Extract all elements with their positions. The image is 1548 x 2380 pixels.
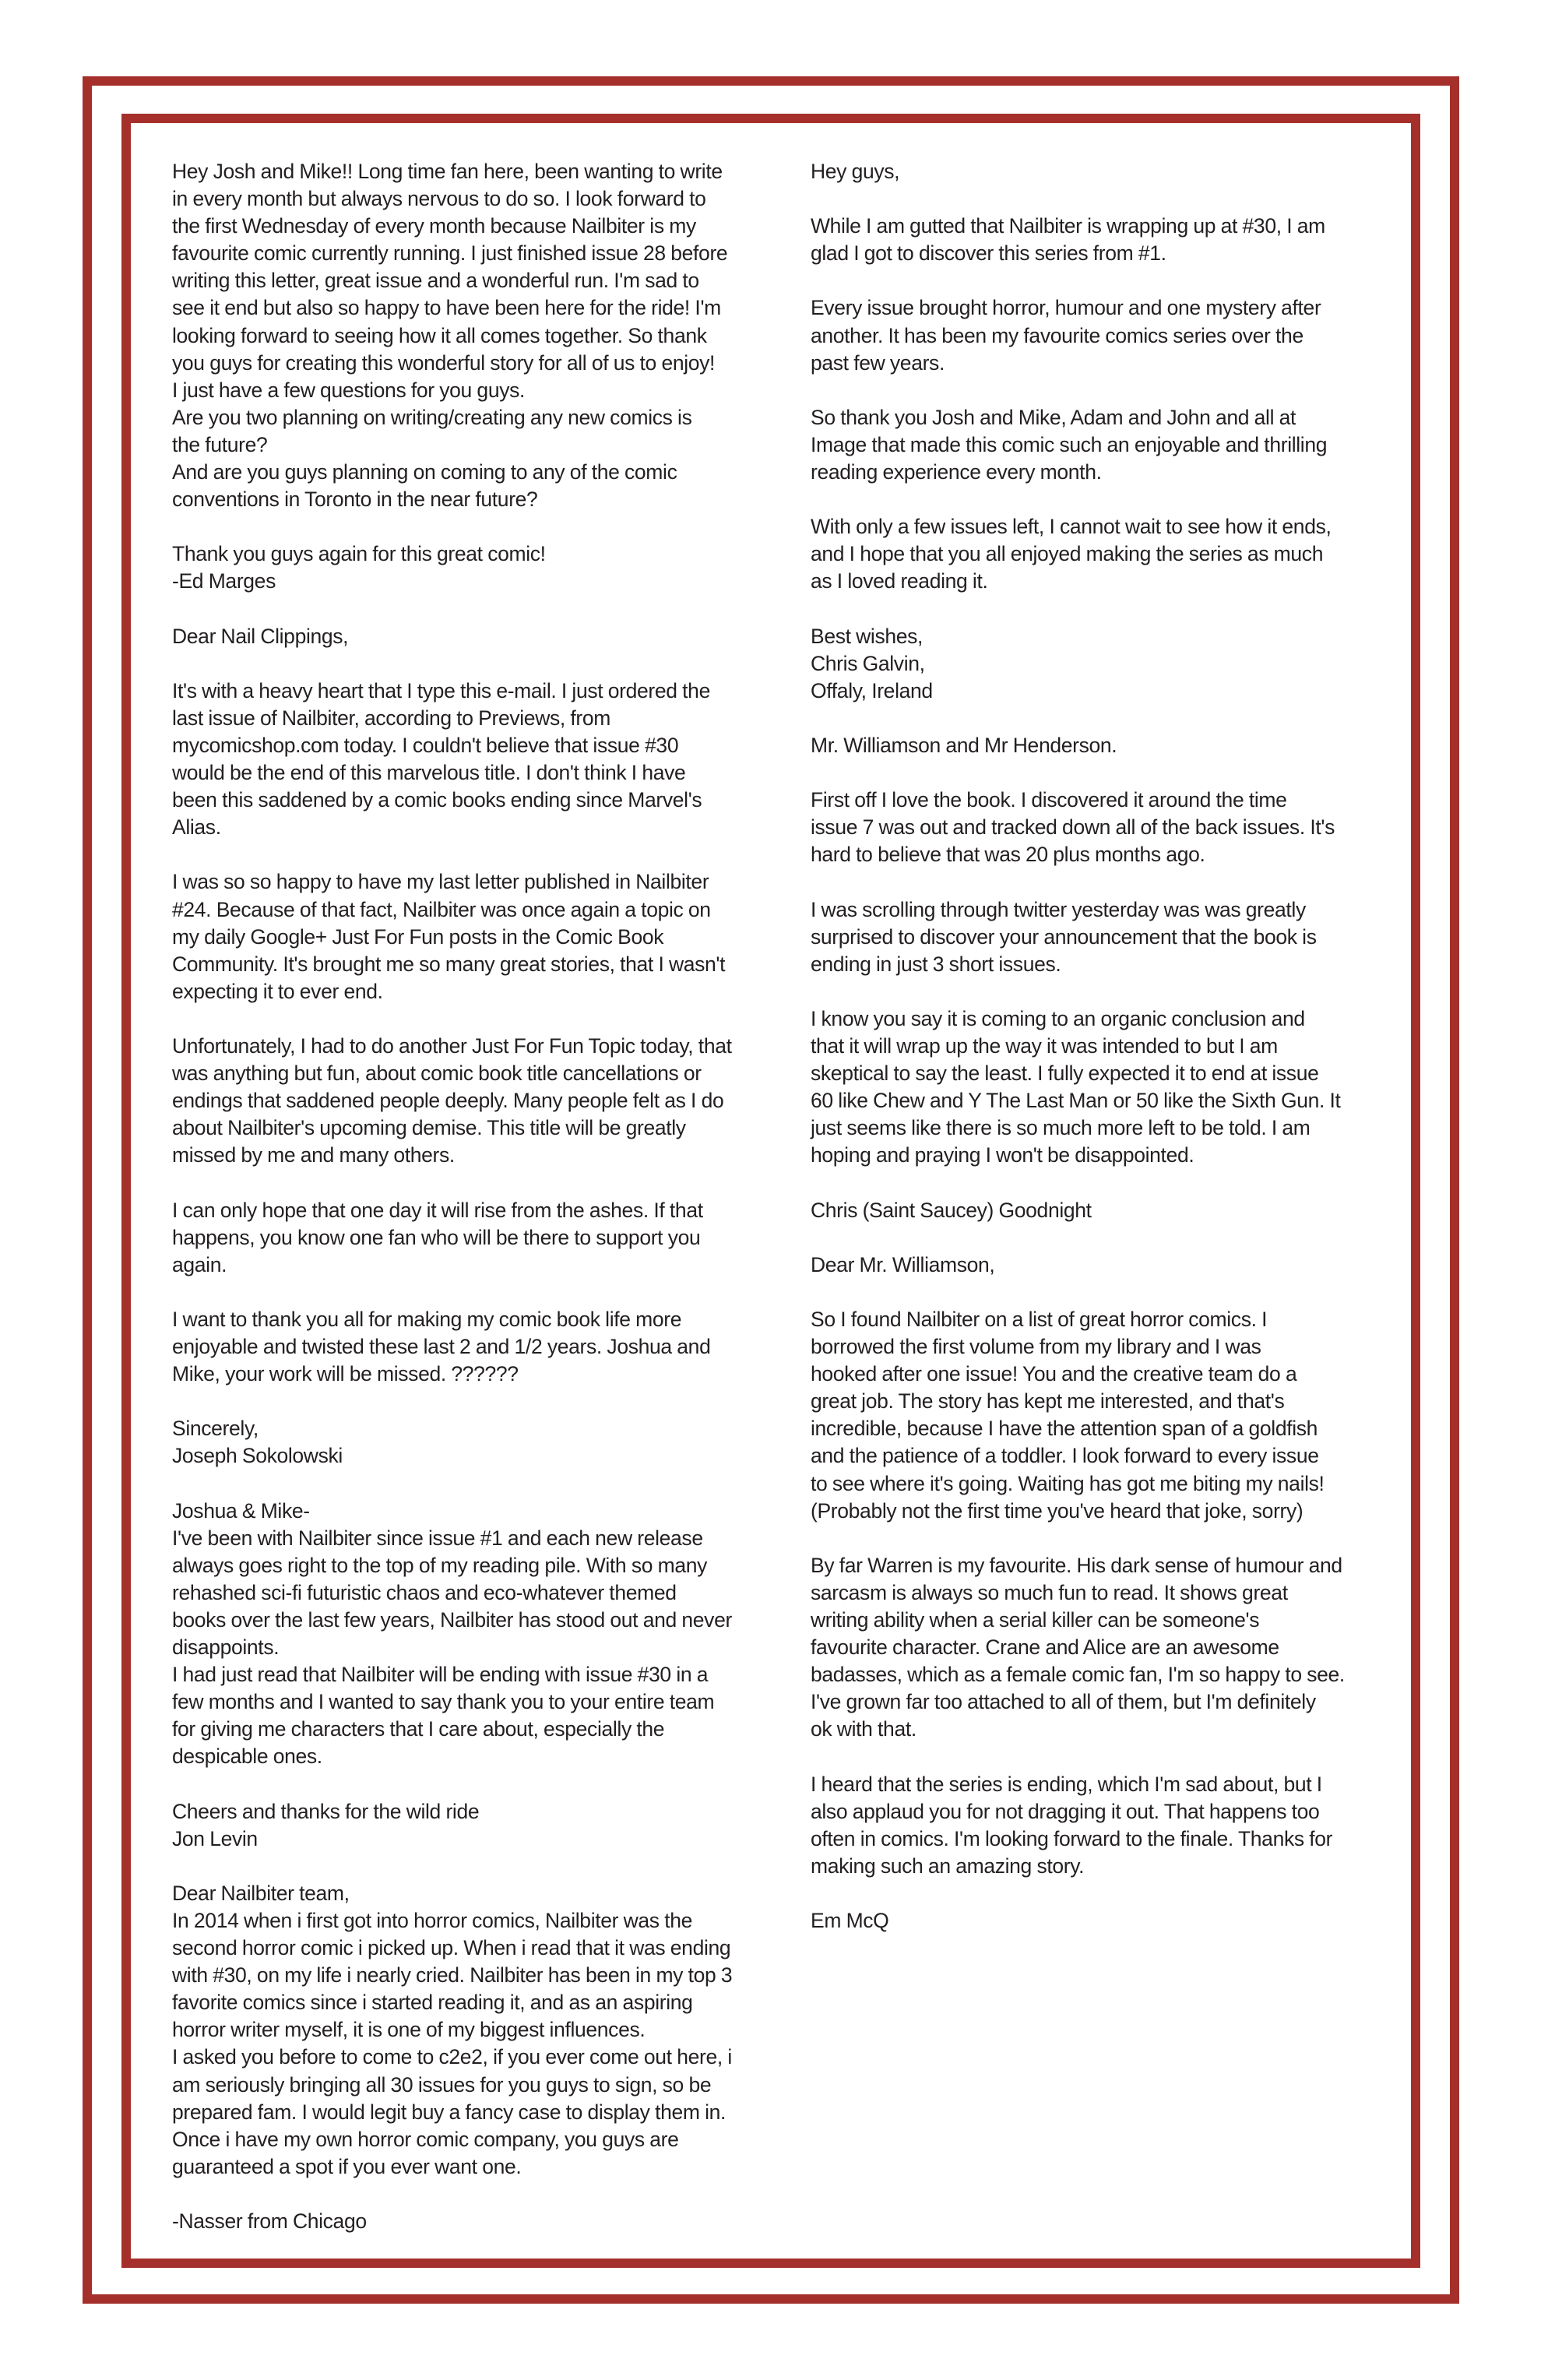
- letter-paragraph: With only a few issues left, I cannot wait to see how it ends, and I hope that you all enjoyed making the series as much as I loved reading it.: [811, 515, 1332, 593]
- letter-paragraph: Dear Mr. Williamson,: [811, 1252, 995, 1276]
- letter-paragraph: Joshua & Mike- I've been with Nailbiter since issue #1 and each new release always goes right to the top of my reading pile. With so many rehashed sci-fi futuristic chaos and eco-whatever themed books over the last few years, Nailbiter has stood out and never disappoints. I had just read that Nailbiter will be ending with issue #30 in a few months and I wanted to say thank you to your entire team for giving me characters that I care about, especially the despicable ones.: [172, 1498, 732, 1769]
- letter-paragraph: I know you say it is coming to an organic conclusion and that it will wrap up the way it was intended to but I am skeptical to say the least. I fully expected it to end at issue 60 like Chew and Y The Last Man or 50 like the Sixth Gun. It just seems like there is so much more left to be told. I am hoping and praying I won't be disappointed.: [811, 1006, 1341, 1167]
- letter-paragraph: Chris (Saint Saucey) Goodnight: [811, 1198, 1092, 1222]
- letters-column-left: [172, 158, 787, 2235]
- letter-paragraph: Best wishes, Chris Galvin, Offaly, Ireland: [811, 624, 933, 702]
- letter-paragraph: Hey guys,: [811, 160, 900, 183]
- letter-paragraph: Sincerely, Joseph Sokolowski: [172, 1417, 343, 1468]
- letter-paragraph: I was scrolling through twitter yesterday was was greatly surprised to discover your announcement that the book is ending in just 3 short issues.: [811, 897, 1317, 976]
- letter-paragraph: Hey Josh and Mike!! Long time fan here, been wanting to write in every month but always nervous to do so. I look forward to the first Wednesday of every month because Nailbiter is my favourite comic currently running. I just finished issue 28 before writing this letter, great issue and a wonderful run. I'm sad to see it end but also so happy to have been here for the ride! I'm looking forward to seeing how it all comes together. So thank you guys for creating this wonderful story for all of us to enjoy! I just have a few questions for you guys. Are you two planning on writing/creating any new comics is the future? And are you guys planning on coming to any of the comic conventions in Toronto in the near future?: [172, 160, 728, 512]
- letter-paragraph: It's with a heavy heart that I type this e-mail. I just ordered the last issue of Nailbiter, according to Previews, from mycomicshop.com today. I couldn't believe that issue #30 would be the end of this marvelous title. I don't think I have been this saddened by a comic books ending since Marvel's Alias.: [172, 678, 710, 840]
- letter-paragraph: -Nasser from Chicago: [172, 2209, 367, 2234]
- letters-column-right: [811, 158, 1426, 1935]
- letter-paragraph: So thank you Josh and Mike, Adam and John and all at Image that made this comic such an enjoyable and thrilling reading experience every month.: [811, 405, 1328, 484]
- letter-paragraph: Mr. Williamson and Mr Henderson.: [811, 733, 1117, 757]
- letter-paragraph: Unfortunately, I had to do another Just For Fun Topic today, that was anything but fun, about comic book title cancellations or endings that saddened people deeply. Many people felt as I do about Nailbiter's upcoming demise. This title will be greatly missed by me and many others.: [172, 1034, 732, 1167]
- letter-paragraph: By far Warren is my favourite. His dark sense of humour and sarcasm is always so much fun to read. It shows great writing ability when a serial killer can be someone's favourite character. Crane and Alice are an awesome badasses, which as a female comic fan, I'm so happy to see. I've grown far too attached to all of them, but I'm definitely ok with that.: [811, 1553, 1345, 1741]
- letter-paragraph: I heard that the series is ending, which I'm sad about, but I also applaud you for not dragging it out. That happens too often in comics. I'm looking forward to the finale. Thanks for making such an amazing story.: [811, 1772, 1333, 1878]
- letter-paragraph: Em McQ: [811, 1909, 889, 1932]
- letter-paragraph: Every issue brought horror, humour and one mystery after another. It has been my favourite comics series over the past few years.: [811, 296, 1321, 375]
- letter-paragraph: Cheers and thanks for the wild ride Jon Levin: [172, 1799, 480, 1850]
- letter-paragraph: I was so so happy to have my last letter published in Nailbiter #24. Because of that fact, Nailbiter was once again a topic on my daily Google+ Just For Fun posts in the Comic Book Community. It's brought me so many great stories, that I wasn't expecting it to ever end.: [172, 870, 726, 1003]
- letter-paragraph: Thank you guys again for this great comic! -Ed Marges: [172, 542, 546, 593]
- letter-paragraph: First off I love the book. I discovered it around the time issue 7 was out and tracked down all of the back issues. It's hard to believe that was 20 plus months ago.: [811, 788, 1335, 867]
- letter-paragraph: I want to thank you all for making my comic book life more enjoyable and twisted these last 2 and 1/2 years. Joshua and Mike, your work will be missed. ??????: [172, 1307, 711, 1386]
- letter-paragraph: Dear Nailbiter team, In 2014 when i first got into horror comics, Nailbiter was the second horror comic i picked up. When i read that it was ending with #30, on my life i nearly cried. Nailbiter has been in my top 3 favorite comics since i started reading it, and as an aspiring horror writer myself, it is one of my biggest influences. I asked you before to come to c2e2, if you ever come out here, i am seriously bringing all 30 issues for you guys to sign, so be prepared fam. I would legit buy a fancy case to display them in. Once i have my own horror comic company, you guys are guaranteed a spot if you ever want one.: [172, 1881, 733, 2178]
- letter-paragraph: Dear Nail Clippings,: [172, 624, 349, 648]
- letter-paragraph: While I am gutted that Nailbiter is wrapping up at #30, I am glad I got to discover this series from #1.: [811, 214, 1325, 266]
- letter-paragraph: I can only hope that one day it will rise from the ashes. If that happens, you know one fan who will be there to support you again.: [172, 1198, 703, 1276]
- letter-paragraph: So I found Nailbiter on a list of great horror comics. I borrowed the first volume from my library and I was hooked after one issue! You and the creative team do a great job. The story has kept me interested, and that's incredible, because I have the attention span of a goldfish and the patience of a toddler. I look forward to every issue to see where it's going. Waiting has got me biting my nails! (Probably not the first time you've heard that joke, sorry): [811, 1307, 1325, 1523]
